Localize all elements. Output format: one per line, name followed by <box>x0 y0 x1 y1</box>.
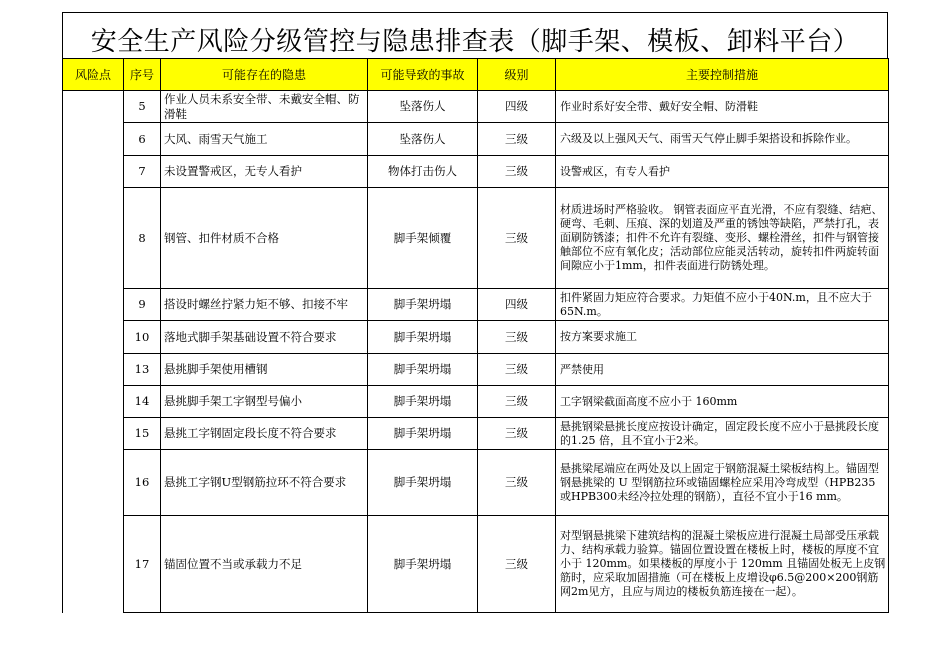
seq-cell: 9 <box>124 289 161 321</box>
level-cell: 三级 <box>478 450 556 516</box>
measures-cell: 悬挑钢梁悬挑长度应按设计确定，固定段长度不应小于悬挑段长度的1.25 倍，且不宜小于2米。 <box>556 418 889 450</box>
table-row <box>63 188 889 289</box>
measures-cell: 材质进场时严格验收。 钢管表面应平直光滑，不应有裂缝、结疤、硬弯、毛刺、压痕、深的划道及严重的锈蚀等缺陷，严禁打孔，表面刷防锈漆；扣件不允许有裂缝、变形、螺栓滑丝，扣件与钢管接触部位不应有氧化皮；活动部位应能灵活转动，旋转扣件两旋转面间隙应小于1mm，扣件表面进行防锈处理。 <box>556 188 889 289</box>
seq-cell: 8 <box>124 188 161 289</box>
level-cell: 三级 <box>478 516 556 613</box>
level-cell: 三级 <box>478 354 556 386</box>
seq-cell: 17 <box>124 516 161 613</box>
accident-cell: 坠落伤人 <box>368 123 478 156</box>
header-hazard: 可能存在的隐患 <box>161 59 368 91</box>
hazard-cell: 作业人员未系安全带、未戴安全帽、防滑鞋 <box>161 91 368 123</box>
seq-cell: 16 <box>124 450 161 516</box>
header-level: 级别 <box>478 59 556 91</box>
level-cell: 三级 <box>478 321 556 354</box>
measures-cell: 作业时系好安全带、戴好安全帽、防滑鞋 <box>556 91 889 123</box>
page-title: 安全生产风险分级管控与隐患排查表（脚手架、模板、卸料平台） <box>90 27 860 57</box>
table-row <box>63 354 889 386</box>
header-row <box>63 59 889 91</box>
level-cell: 三级 <box>478 188 556 289</box>
level-cell: 四级 <box>478 289 556 321</box>
seq-cell: 5 <box>124 91 161 123</box>
measures-cell: 悬挑梁尾端应在两处及以上固定于钢筋混凝土梁板结构上。锚固型钢悬挑梁的 U 型钢筋拉环或锚固螺栓应采用冷弯成型（HPB235或HPB300未经冷拉处理的钢筋），直径不宜小于16 mm。 <box>556 450 889 516</box>
hazard-cell: 锚固位置不当或承载力不足 <box>161 516 368 613</box>
table-row <box>63 123 889 156</box>
seq-cell: 13 <box>124 354 161 386</box>
table-row <box>63 156 889 188</box>
seq-cell: 10 <box>124 321 161 354</box>
hazard-cell: 搭设时螺丝拧紧力矩不够、扣接不牢 <box>161 289 368 321</box>
seq-cell: 6 <box>124 123 161 156</box>
accident-cell: 脚手架坍塌 <box>368 354 478 386</box>
level-cell: 三级 <box>478 123 556 156</box>
hazard-cell: 悬挑工字钢U型钢筋拉环不符合要求 <box>161 450 368 516</box>
level-cell: 三级 <box>478 386 556 418</box>
hazard-cell: 大风、雨雪天气施工 <box>161 123 368 156</box>
accident-cell: 脚手架坍塌 <box>368 321 478 354</box>
accident-cell: 脚手架倾覆 <box>368 188 478 289</box>
seq-cell: 15 <box>124 418 161 450</box>
title-frame <box>62 12 888 58</box>
hazard-cell: 悬挑工字钢固定段长度不符合要求 <box>161 418 368 450</box>
measures-cell: 严禁使用 <box>556 354 889 386</box>
header-seq: 序号 <box>124 59 161 91</box>
level-cell: 三级 <box>478 156 556 188</box>
seq-cell: 14 <box>124 386 161 418</box>
level-cell: 四级 <box>478 91 556 123</box>
table-row <box>63 418 889 450</box>
table-row <box>63 516 889 613</box>
table-row <box>63 289 889 321</box>
hazard-cell: 钢管、扣件材质不合格 <box>161 188 368 289</box>
seq-cell: 7 <box>124 156 161 188</box>
measures-cell: 扣件紧固力矩应符合要求。力矩值不应小于40N.m，且不应大于65N.m。 <box>556 289 889 321</box>
hazard-cell: 悬挑脚手架工字钢型号偏小 <box>161 386 368 418</box>
header-measures: 主要控制措施 <box>556 59 889 91</box>
accident-cell: 脚手架坍塌 <box>368 450 478 516</box>
accident-cell: 坠落伤人 <box>368 91 478 123</box>
table-row <box>63 91 889 123</box>
level-cell: 三级 <box>478 418 556 450</box>
hazard-cell: 悬挑脚手架使用槽钢 <box>161 354 368 386</box>
table-row <box>63 386 889 418</box>
measures-cell: 对型钢悬挑梁下建筑结构的混凝土梁板应进行混凝土局部受压承载力、结构承载力验算。锚固位置设置在楼板上时，楼板的厚度不宜小于 120mm。如果楼板的厚度小于 120mm 且锚固处板无上皮钢筋时，应采取加固措施（可在楼板上皮增设φ6.5@200×200钢筋网2m见方，且应与周边的楼板负筋连接在一起）。 <box>556 516 889 613</box>
table-row <box>63 450 889 516</box>
accident-cell: 脚手架坍塌 <box>368 386 478 418</box>
accident-cell: 脚手架坍塌 <box>368 418 478 450</box>
measures-cell: 设警戒区，有专人看护 <box>556 156 889 188</box>
header-accident: 可能导致的事故 <box>368 59 478 91</box>
table-row <box>63 321 889 354</box>
measures-cell: 六级及以上强风天气、雨雪天气停止脚手架搭设和拆除作业。 <box>556 123 889 156</box>
header-risk-point: 风险点 <box>63 59 124 91</box>
accident-cell: 脚手架坍塌 <box>368 289 478 321</box>
accident-cell: 脚手架坍塌 <box>368 516 478 613</box>
risk-table <box>62 58 889 613</box>
hazard-cell: 未设置警戒区，无专人看护 <box>161 156 368 188</box>
hazard-cell: 落地式脚手架基础设置不符合要求 <box>161 321 368 354</box>
measures-cell: 按方案要求施工 <box>556 321 889 354</box>
accident-cell: 物体打击伤人 <box>368 156 478 188</box>
risk-point-cell <box>63 91 124 613</box>
measures-cell: 工字钢梁截面高度不应小于 160mm <box>556 386 889 418</box>
